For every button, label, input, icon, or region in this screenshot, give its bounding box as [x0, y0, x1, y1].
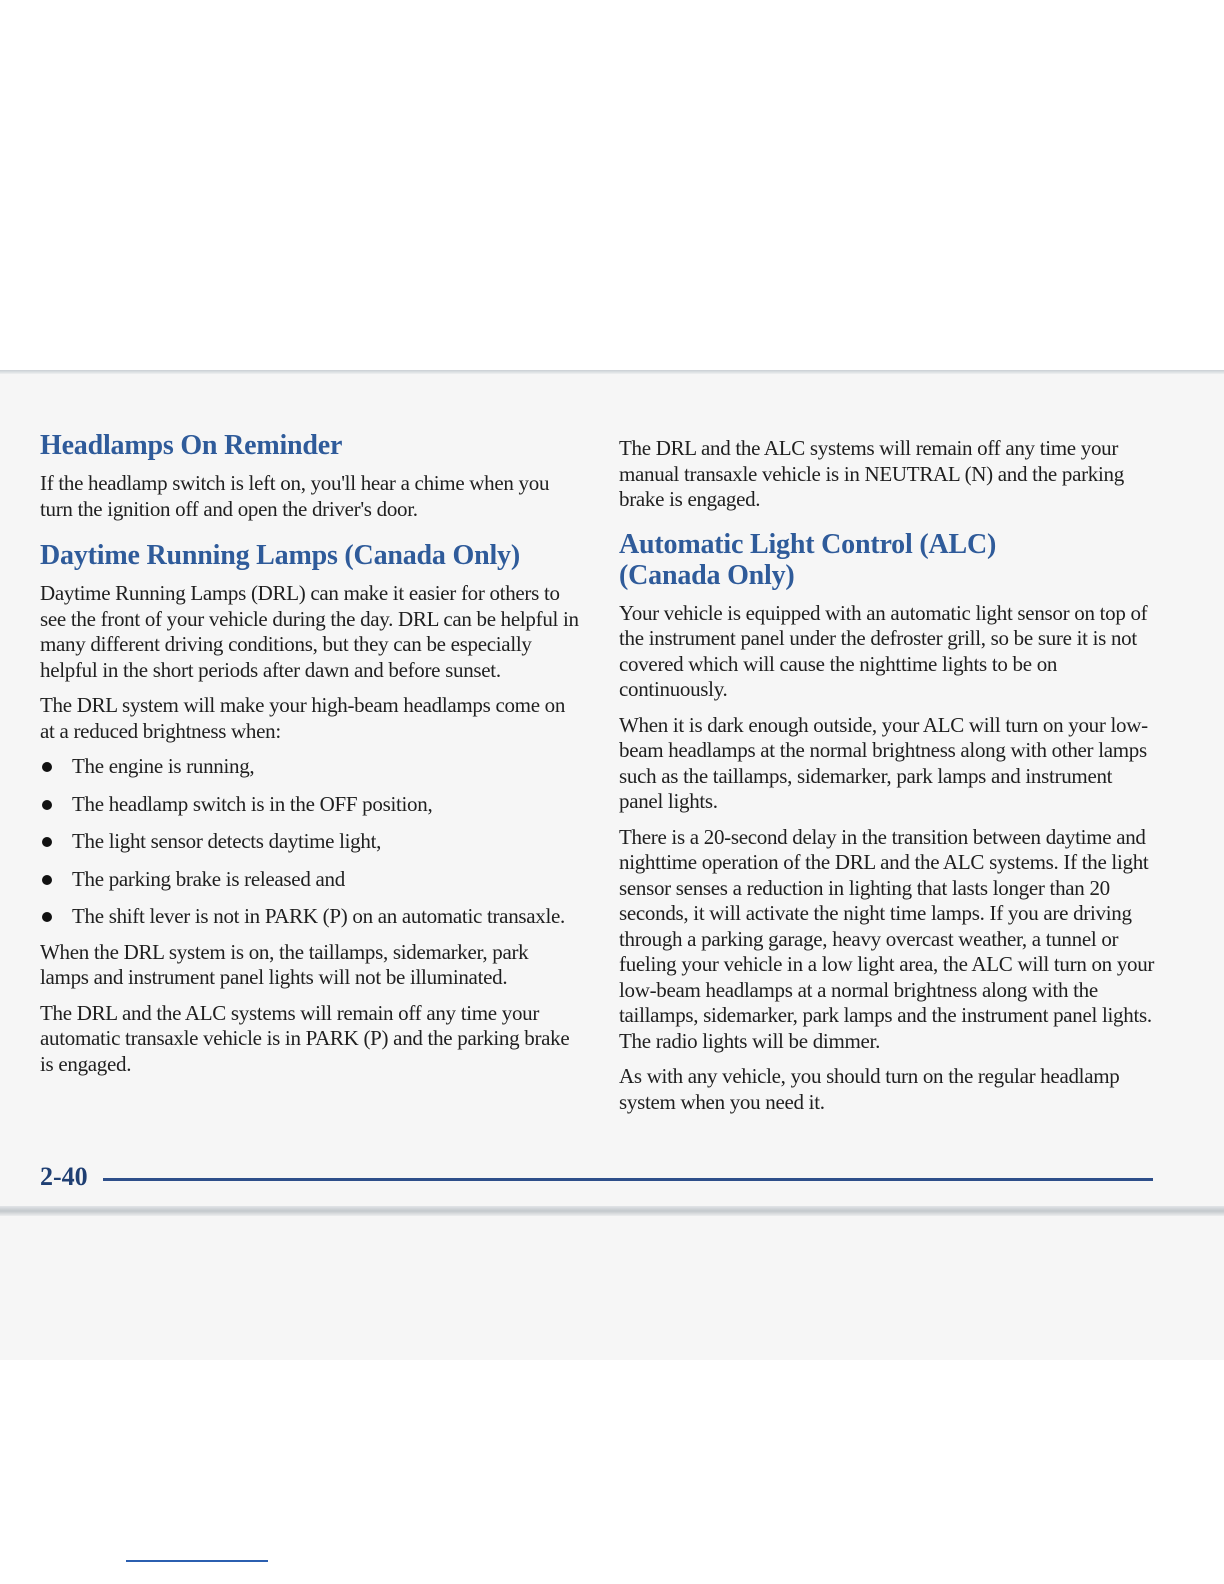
bullet-icon [42, 762, 52, 772]
list-item: The shift lever is not in PARK (P) on an automatic transaxle. [40, 904, 580, 930]
drl-on-paragraph: When the DRL system is on, the taillamps, sidemarker, park lamps and instrument panel lights will not be illuminated. [40, 939, 529, 989]
bottom-link-underline [126, 1560, 268, 1562]
list-item: The parking brake is released and [40, 867, 580, 893]
right-column [619, 436, 1159, 1125]
alc-dark-paragraph: When it is dark enough outside, your ALC will turn on your low-beam headlamps at the normal brightness along with other lamps such as the taillamps, sidemarker, park lamps and instrument panel lights. [619, 712, 1148, 813]
page-bottom-edge [0, 1206, 1224, 1216]
list-item: The light sensor detects daytime light, [40, 829, 580, 855]
list-item: The engine is running, [40, 754, 580, 780]
page-footer [40, 1162, 1152, 1192]
alc-delay-paragraph: There is a 20-second delay in the transition between daytime and nighttime operation of the DRL and the ALC systems. If the light sensor senses a reduction in lighting that lasts longer than 20 seconds, it will activate the night time lamps. If you are driving through a parking garage, heavy overcast weather, a tunnel or fueling your vehicle in a low light area, the ALC will turn on your low-beam headlamps at a normal brightness along with the taillamps, sidemarker, park lamps and the instrument panel lights. The radio lights will be dimmer. [619, 824, 1155, 1053]
drl-conditions-paragraph: The DRL system will make your high-beam headlamps come on at a reduced brightness when: [40, 693, 566, 743]
drl-automatic-paragraph: The DRL and the ALC systems will remain off any time your automatic transaxle vehicle is in PARK (P) and the parking brake is engaged. [40, 1000, 570, 1076]
page-number: 2-40 [40, 1162, 88, 1191]
headlamps-reminder-paragraph: If the headlamp switch is left on, you'll hear a chime when you turn the ignition off and open the driver's door. [40, 471, 550, 521]
list-item: The headlamp switch is in the OFF position, [40, 792, 580, 818]
bullet-icon [42, 837, 52, 847]
drl-heading: Daytime Running Lamps (Canada Only) [40, 540, 520, 571]
page-top-edge [0, 370, 1224, 374]
footer-rule [103, 1178, 1153, 1181]
bullet-icon [42, 800, 52, 810]
alc-sensor-paragraph: Your vehicle is equipped with an automatic light sensor on top of the instrument panel under the defroster grill, so be sure it is not covered which will cause the nighttime lights to be on continuously. [619, 600, 1148, 701]
left-column [40, 430, 580, 1087]
bullet-icon [42, 912, 52, 922]
alc-regular-paragraph: As with any vehicle, you should turn on the regular headlamp system when you need it. [619, 1064, 1120, 1114]
drl-conditions-list [40, 754, 580, 930]
alc-heading: Automatic Light Control (ALC) (Canada Only) [619, 528, 997, 591]
drl-intro-paragraph: Daytime Running Lamps (DRL) can make it easier for others to see the front of your vehicle during the day. DRL can be helpful in many different driving conditions, but they can be especially helpful in the short periods after dawn and before sunset. [40, 581, 579, 682]
bullet-icon [42, 875, 52, 885]
drl-manual-paragraph: The DRL and the ALC systems will remain off any time your manual transaxle vehicle is in NEUTRAL (N) and the parking brake is engaged. [619, 436, 1124, 511]
headlamps-on-reminder-heading: Headlamps On Reminder [40, 430, 343, 461]
